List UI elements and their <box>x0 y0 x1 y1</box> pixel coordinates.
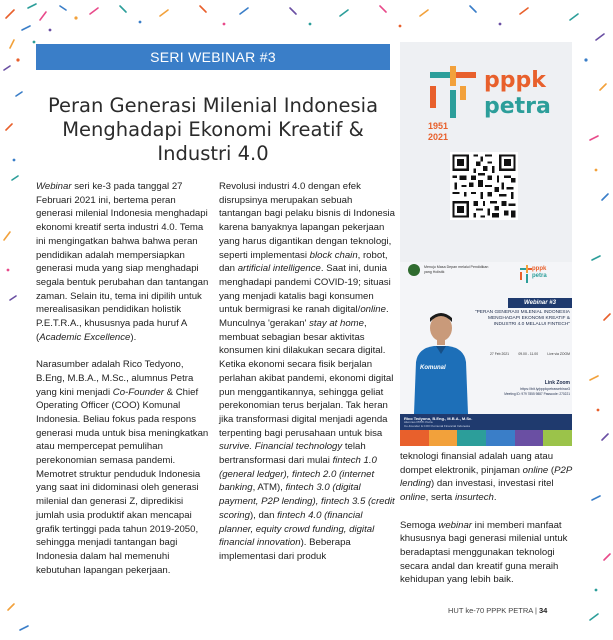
school-tagline: Menuju Masa Depan melalui Pendidikan yang Holistik <box>424 265 489 274</box>
page-footer <box>448 606 547 615</box>
text: ), dan <box>249 509 278 521</box>
text: ( <box>548 464 555 476</box>
text: seri ke-3 pada tanggal 27 Februari 2021 ini, bertema peran generasi milenial Indonesia menghadapi ekonomi kreatif serta industri 4.0. Tema ini mengingatkan bahwa bahwa peran pendidikan adalah mempersiapkan generasi muda yang siap menghadapi segala bentuk perubahan dan tantangan zaman. Selain itu, tema ini dipilih untuk merealisasikan pendidikan holistik P.E.T.R.A., khususnya pada huruf A ( <box>36 181 209 343</box>
italic-text: artificial intelligence <box>237 263 321 275</box>
text: , ATM), <box>252 482 286 494</box>
italic-text: online <box>522 464 549 476</box>
logo-brand-petra: petra <box>484 94 551 119</box>
italic-text: Academic Excellence <box>39 331 131 343</box>
italic-text: block chain <box>309 249 358 261</box>
poster-logo-panel <box>400 42 572 262</box>
strip-segment <box>457 430 486 446</box>
event-time: 09.00 - 11.00 <box>518 352 539 356</box>
strip-segment <box>486 430 515 446</box>
italic-text: fintech 4.0 (financial planner, equity crowd funding, digital financial innovation <box>219 509 375 549</box>
article-title: Peran Generasi Milenial Indonesia Menghadapi Ekonomi Kreatif & Industri 4.0 <box>47 94 379 165</box>
text: ). <box>130 331 137 343</box>
text: teknologi finansial adalah uang atau dompet elektronik, pinjaman <box>400 451 554 476</box>
webinar-number-tag: Webinar #3 <box>508 298 572 308</box>
italic-text: insurtech <box>454 492 494 504</box>
italic-text: webinar <box>438 519 473 531</box>
strip-segment <box>543 430 572 446</box>
speaker-name: Rico Tedyono, B.Eng., M.B.A., M.Sc. <box>404 416 473 421</box>
speaker-role: Co-Founder & COO Komunal Financial Indonesia <box>404 423 470 428</box>
zoom-meeting-ids: Meeting ID: 979 7855 9887 Passcode: 270221 <box>504 392 570 396</box>
logo-brand-pppk: pppk <box>484 68 546 93</box>
small-brand-petra: petra <box>532 273 547 279</box>
text: , membuat sebagian besar aktivitas konsumen kini dilakukan secara digital. Ketika ekonomi secara fisik berjalan perlahan akibat pandemi, ekonomi digital pun menggantikannya, sehingga geliat perekonomian terus berjalan. Tak heran jika transformasi digital menjadi agenda terpenting bagi perusahaan untuk bisa <box>219 318 394 439</box>
italic-text: fintech 1.0 (general ledger), fintech 2.0 (internet banking <box>219 455 377 494</box>
text: . <box>493 492 497 504</box>
logo-year-start: 1951 <box>428 121 449 131</box>
text: Narasumber adalah Rico Tedyono, B.Eng, M.B.A., M.Sc., alumnus Petra yang kini menjadi <box>36 359 194 398</box>
color-strip <box>400 430 572 446</box>
paragraph <box>219 180 397 564</box>
small-logo-text <box>532 266 547 280</box>
italic-text: Co-Founder <box>112 386 164 398</box>
text: Semoga <box>400 519 439 531</box>
italic-text: fintech 3.0 (digital payment, P2P lending), fintech 3.5 (credit scoring <box>219 482 395 521</box>
text: . Munculnya 'gerakan' <box>219 304 389 330</box>
italic-text: survive. Financial technology <box>219 441 343 453</box>
italic-text: online <box>400 492 426 504</box>
logo-year-end: 2021 <box>428 132 449 142</box>
italic-text: stay at home <box>309 318 364 330</box>
text: ini memberi manfaat khususnya bagi generasi milenial untuk beradaptasi menggunakan teknologi secara andal dan kreatif guna meraih kehidupan yang lebih baik. <box>400 519 568 586</box>
paragraph <box>400 450 576 505</box>
italic-text: online <box>360 304 386 316</box>
article-column-2 <box>219 180 397 577</box>
event-date: 27 Feb 2021 <box>490 352 510 356</box>
article-column-3 <box>400 450 576 601</box>
paragraph <box>400 519 576 588</box>
italic-text: P2P lending <box>400 464 572 490</box>
text: . Saat ini, dunia menghadapi pandemi COVID-19; situasi yang menjadi katalis bagi konsumen untuk bermigrasi ke ranah digital/ <box>219 263 391 316</box>
text: telah bertransformasi dari mulai <box>219 441 366 467</box>
school-crest-icon <box>408 264 420 276</box>
webinar-poster <box>400 262 572 446</box>
small-brand-pppk: pppk <box>532 266 547 272</box>
speaker-photo <box>406 306 476 414</box>
text: , robot, dan <box>219 249 388 275</box>
zoom-heading: Link Zoom <box>544 380 570 386</box>
pppk-petra-logo-icon <box>430 66 476 120</box>
text: Revolusi industri 4.0 dengan efek disrupsinya merupakan sebuah tantangan bagi pelaku bisnis di Indonesia karena banyaknya lapangan pekerjaan yang harus digantikan dengan teknologi, seperti implementasi <box>219 181 396 261</box>
text: ). Beberapa implementasi dari produk <box>219 537 351 562</box>
paragraph <box>36 358 214 577</box>
shirt-brand-text: Komunal <box>420 365 446 371</box>
strip-segment <box>400 430 429 446</box>
speaker-alumnus: Alumnus PPPK Petra <box>404 420 433 424</box>
zoom-link[interactable]: https://bit.ly/pppkpetrawebinar3 <box>520 387 570 391</box>
strip-segment <box>429 430 458 446</box>
paragraph <box>36 180 214 344</box>
text: & Chief Operating Officer (COO) Komunal Indonesia. Beliau fokus pada respons generasi muda untuk bisa meningkatkan atau mempercepat pemulihan perekonomian semasa pandemi. Memotret struktur penduduk Indonesia yang saat ini didominasi oleh generasi milenial dan generasi Z, dipredikisi jumlah usia produktif akan mencapai grafik tertinggi pada tahun 2019-2050, sehingga menjadi tantangan bagi Indonesia dalam hal memenuhi kebutuhan lapangan pekerjaan. <box>36 386 209 576</box>
page-number: 34 <box>539 606 548 615</box>
text: , serta <box>425 492 455 504</box>
article-column-1 <box>36 180 214 591</box>
footer-text: HUT ke-70 PPPK PETRA | <box>448 606 540 615</box>
event-info-row <box>490 352 570 356</box>
italic-text: Webinar <box>36 181 72 192</box>
speaker-affiliation <box>404 421 470 428</box>
speaker-bar <box>400 414 572 430</box>
strip-segment <box>515 430 544 446</box>
banner-label: SERI WEBINAR #3 <box>150 49 276 65</box>
event-live: Live via ZOOM <box>547 352 570 356</box>
qr-code-icon[interactable] <box>450 152 518 220</box>
poster-title: "PERAN GENERASI MILENIAL INDONESIA MENGHADAPI EKONOMI KREATIF & INDUSTRI 4.0 MELALUI FINTECH" <box>474 310 570 327</box>
text: ) dan investasi, investasi ritel <box>430 478 554 490</box>
section-banner <box>36 44 390 70</box>
